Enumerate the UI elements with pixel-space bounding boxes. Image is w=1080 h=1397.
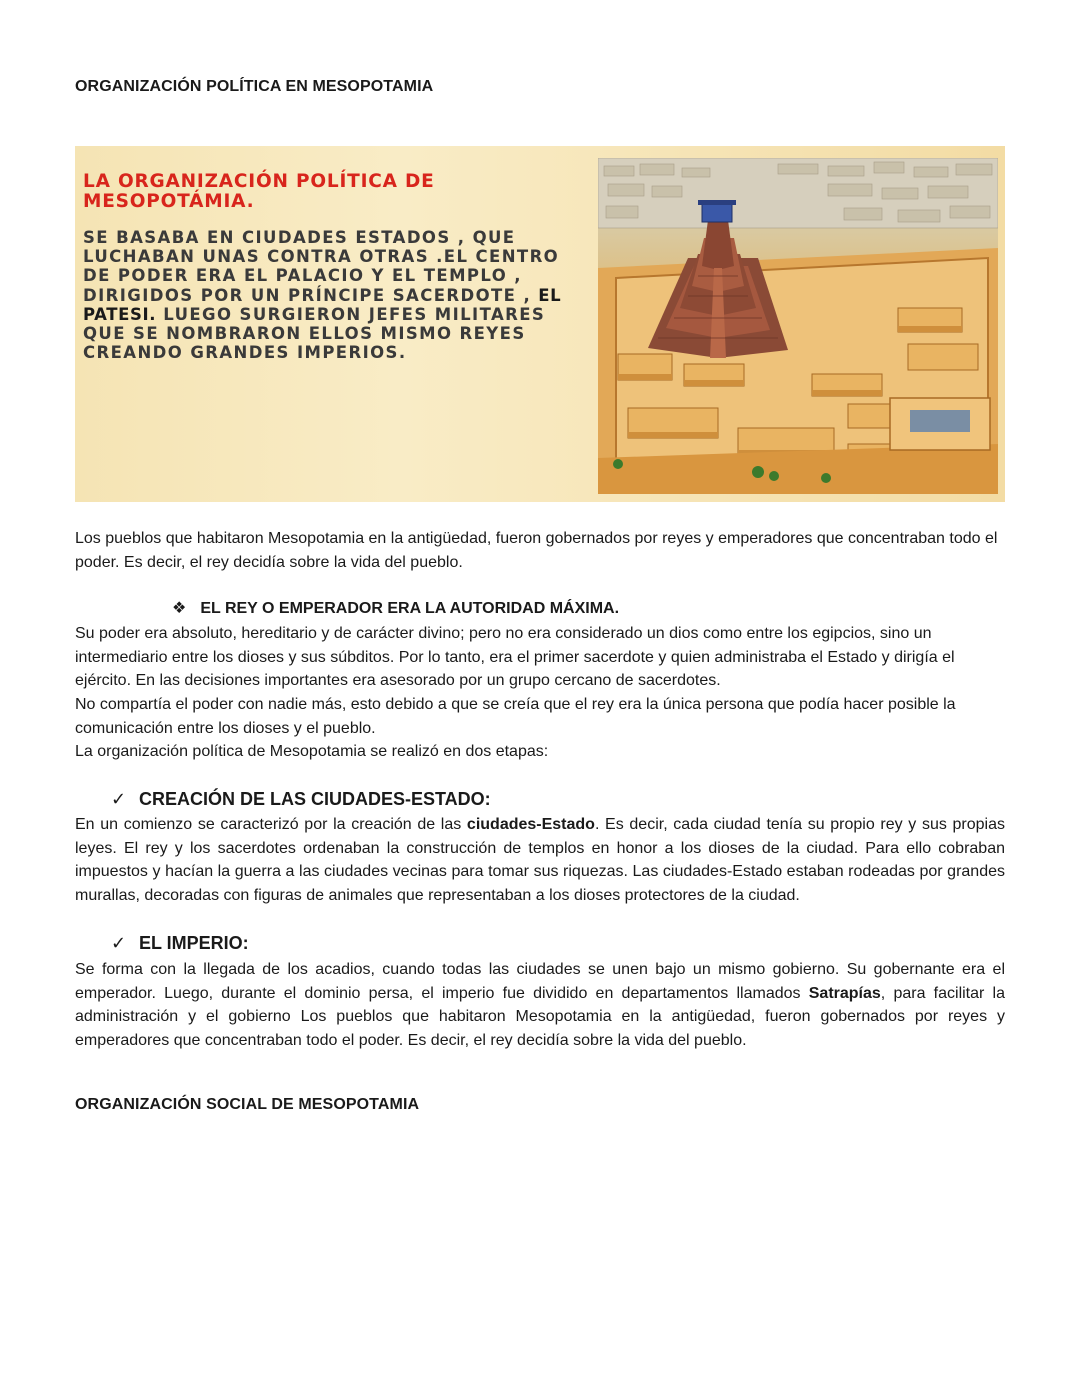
heading-political-organization: ORGANIZACIÓN POLÍTICA EN MESOPOTAMIA: [75, 78, 434, 95]
check-icon: ✓: [111, 933, 127, 953]
stage1-bold: ciudades-Estado: [466, 816, 595, 833]
stage1-text-b: . Es decir, cada ciudad tenía su propio rey y sus propias leyes. El rey y los sacerdotes ordenaban la construcción de templos en honor a los dioses de la ciudad. Para ello cobraban impuestos y hacían la guerra a las ciudades vecinas para tomar sus riquezas. Las ciudades-Estado estaban rodeadas por grandes murallas, decoradas con figuras de animales que representaban a los dioses protectores de la ciudad.: [75, 816, 1005, 904]
banner-title: LA ORGANIZACIÓN POLÍTICA DE MESOPOTÁMIA.: [83, 171, 435, 212]
banner-body-strong: EL PATESI.: [83, 285, 562, 324]
king-paragraph-3: La organización política de Mesopotamia se realizó en dos etapas:: [75, 743, 549, 760]
banner-body: [83, 228, 583, 362]
king-heading-text: EL REY O EMPERADOR ERA LA AUTORIDAD MÁXIMA.: [200, 600, 620, 617]
king-heading: [172, 598, 619, 618]
king-paragraph-1: Su poder era absoluto, hereditario y de carácter divino; pero no era considerado un dios como entre los egipcios, sino un intermediario entre los dioses y sus súbditos. Por lo tanto, era el primer sacerdote y quien administraba el Estado y dirigía el ejército. En las decisiones importantes era asesorado por un grupo cercano de sacerdotes.: [75, 625, 955, 689]
diamond-bullet-icon: ❖: [172, 600, 187, 617]
stage1-heading-text: CREACIÓN DE LAS CIUDADES-ESTADO:: [139, 789, 491, 809]
stage1-heading: [111, 789, 491, 810]
king-paragraph-2: No compartía el poder con nadie más, esto debido a que se creía que el rey era la única persona que podía hacer posible la comunicación entre los dioses y el pueblo.: [75, 696, 956, 737]
intro-paragraph: Los pueblos que habitaron Mesopotamia en la antigüedad, fueron gobernados por reyes y emperadores que concentraban todo el poder. Es decir, el rey decidía sobre la vida del pueblo.: [75, 530, 998, 571]
ziggurat-svg: [598, 158, 998, 494]
heading-social-organization: ORGANIZACIÓN SOCIAL DE MESOPOTAMIA: [75, 1096, 420, 1113]
stage2-heading: [111, 933, 249, 954]
stage2-heading-text: EL IMPERIO:: [139, 933, 249, 953]
check-icon: ✓: [111, 789, 127, 809]
banner-text: [83, 172, 583, 362]
ziggurat-illustration: [598, 158, 998, 494]
city-grid: [598, 158, 998, 228]
banner-body-2: LUEGO SURGIERON JEFES MILITARES QUE SE NOMBRARON ELLOS MISMO REYES CREANDO GRANDES IMPERIOS.: [83, 304, 546, 363]
stage2-text-a: Se forma con la llegada de los acadios, cuando todas las ciudades se unen bajo un mismo gobierno. Su gobernante era el emperador. Luego, durante el dominio persa, el imperio fue dividido en departamentos llamados: [75, 961, 1005, 1002]
stage2-paragraph: [75, 958, 1005, 1052]
stage2-text-b: , para facilitar la administración y el gobierno Los pueblos que habitaron Mesopotamia en la antigüedad, fueron gobernados por reyes y emperadores que concentraban todo el poder. Es decir, el rey decidía sobre la vida del pueblo.: [75, 984, 1006, 1049]
stage2-bold: Satrapías: [808, 984, 881, 1002]
stage1-text-a: En un comienzo se caracterizó por la creación de las: [75, 816, 467, 833]
banner-image: [75, 146, 1005, 502]
banner-body-1: SE BASABA EN CIUDADES ESTADOS , QUE LUCHABAN UNAS CONTRA OTRAS .EL CENTRO DE PODER ERA EL PALACIO Y EL TEMPLO , DIRIGIDOS POR UN PRÍNCIPE SACERDOTE ,: [83, 228, 560, 305]
stage1-paragraph: [75, 813, 1005, 907]
